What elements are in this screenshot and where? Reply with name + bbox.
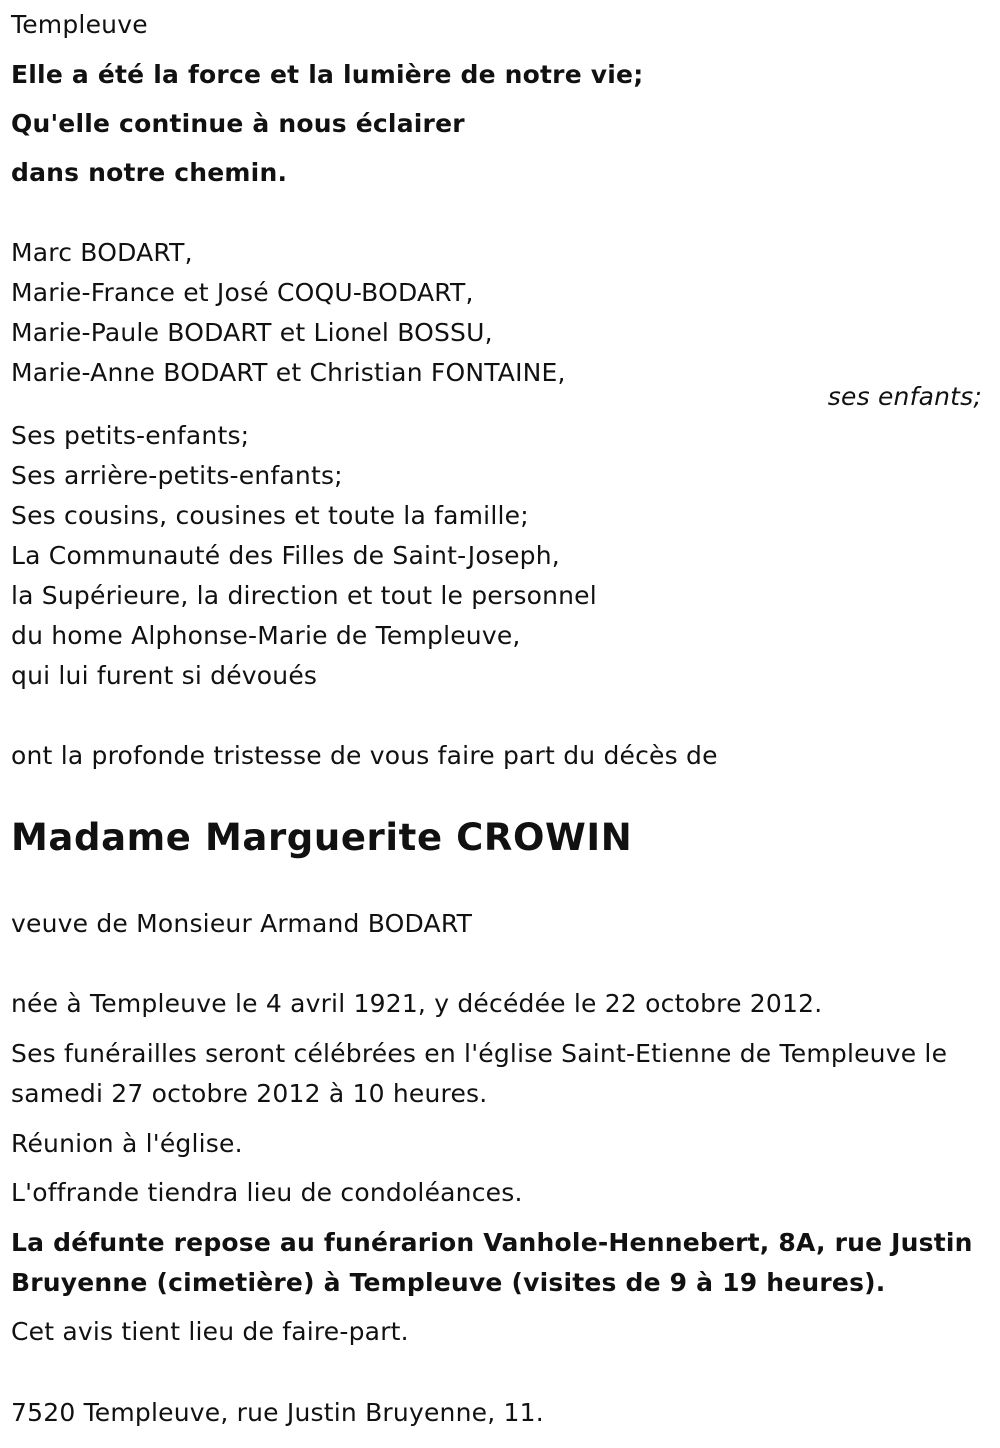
epitaph-line-3: dans notre chemin.	[11, 158, 288, 187]
family-line-7: qui lui furent si dévoués	[11, 661, 318, 690]
epitaph-line-2: Qu'elle continue à nous éclairer	[11, 109, 465, 138]
children-label: ses enfants;	[827, 382, 982, 411]
notice: Cet avis tient lieu de faire-part.	[11, 1317, 409, 1346]
funeral-line-1: Ses funérailles seront célébrées en l'église Saint-Etienne de Templeuve le	[11, 1039, 948, 1068]
family-line-2: Ses arrière-petits-enfants;	[11, 461, 343, 490]
address: 7520 Templeuve, rue Justin Bruyenne, 11.	[11, 1398, 544, 1427]
location-header: Templeuve	[11, 10, 148, 39]
child-1: Marc BODART,	[11, 238, 193, 267]
family-line-6: du home Alphonse-Marie de Templeuve,	[11, 621, 521, 650]
announcement: ont la profonde tristesse de vous faire part du décès de	[11, 741, 718, 770]
family-line-1: Ses petits-enfants;	[11, 421, 250, 450]
deceased-name: Madame Marguerite CROWIN	[11, 816, 633, 859]
child-2: Marie-France et José COQU-BODART,	[11, 278, 474, 307]
resting-line-2: Bruyenne (cimetière) à Templeuve (visites de 9 à 19 heures).	[11, 1268, 886, 1297]
family-line-5: la Supérieure, la direction et tout le personnel	[11, 581, 597, 610]
meeting: Réunion à l'église.	[11, 1129, 243, 1158]
family-line-3: Ses cousins, cousines et toute la famille;	[11, 501, 529, 530]
widow-of: veuve de Monsieur Armand BODART	[11, 909, 473, 938]
epitaph-line-1: Elle a été la force et la lumière de notre vie;	[11, 60, 644, 89]
funeral-line-2: samedi 27 octobre 2012 à 10 heures.	[11, 1079, 488, 1108]
birth-death: née à Templeuve le 4 avril 1921, y décédée le 22 octobre 2012.	[11, 989, 823, 1018]
child-3: Marie-Paule BODART et Lionel BOSSU,	[11, 318, 493, 347]
child-4: Marie-Anne BODART et Christian FONTAINE,	[11, 358, 566, 387]
resting-line-1: La défunte repose au funérarion Vanhole-Hennebert, 8A, rue Justin	[11, 1228, 973, 1257]
offering: L'offrande tiendra lieu de condoléances.	[11, 1178, 523, 1207]
family-line-4: La Communauté des Filles de Saint-Joseph,	[11, 541, 560, 570]
